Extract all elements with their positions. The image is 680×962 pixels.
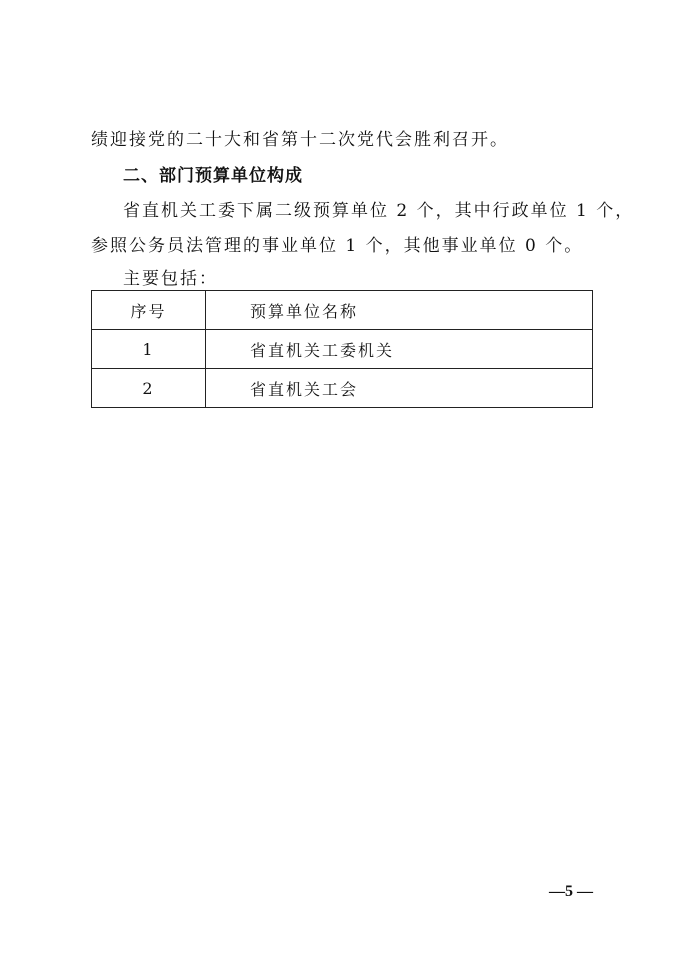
- table-row: [92, 330, 593, 369]
- table-header-row: [92, 291, 593, 330]
- table-intro: 主要包括：: [123, 269, 218, 289]
- header-unit-name: 预算单位名称: [206, 291, 593, 330]
- cell-serial: 1: [92, 330, 206, 369]
- cell-unit-name: 省直机关工会: [206, 369, 593, 408]
- section-heading: 二、部门预算单位构成: [123, 166, 303, 186]
- budget-units-table: [91, 290, 593, 408]
- header-serial: 序号: [92, 291, 206, 330]
- paragraph-line-2: 参照公务员法管理的事业单位 1 个，其他事业单位 0 个。: [91, 236, 584, 256]
- cell-unit-name: 省直机关工委机关: [206, 330, 593, 369]
- cell-serial: 2: [92, 369, 206, 408]
- table-row: [92, 369, 593, 408]
- continued-text-line: 绩迎接党的二十大和省第十二次党代会胜利召开。: [91, 130, 509, 150]
- paragraph-line-1: 省直机关工委下属二级预算单位 2 个，其中行政单位 1 个，: [123, 201, 635, 221]
- page-number: —5 —: [549, 883, 593, 900]
